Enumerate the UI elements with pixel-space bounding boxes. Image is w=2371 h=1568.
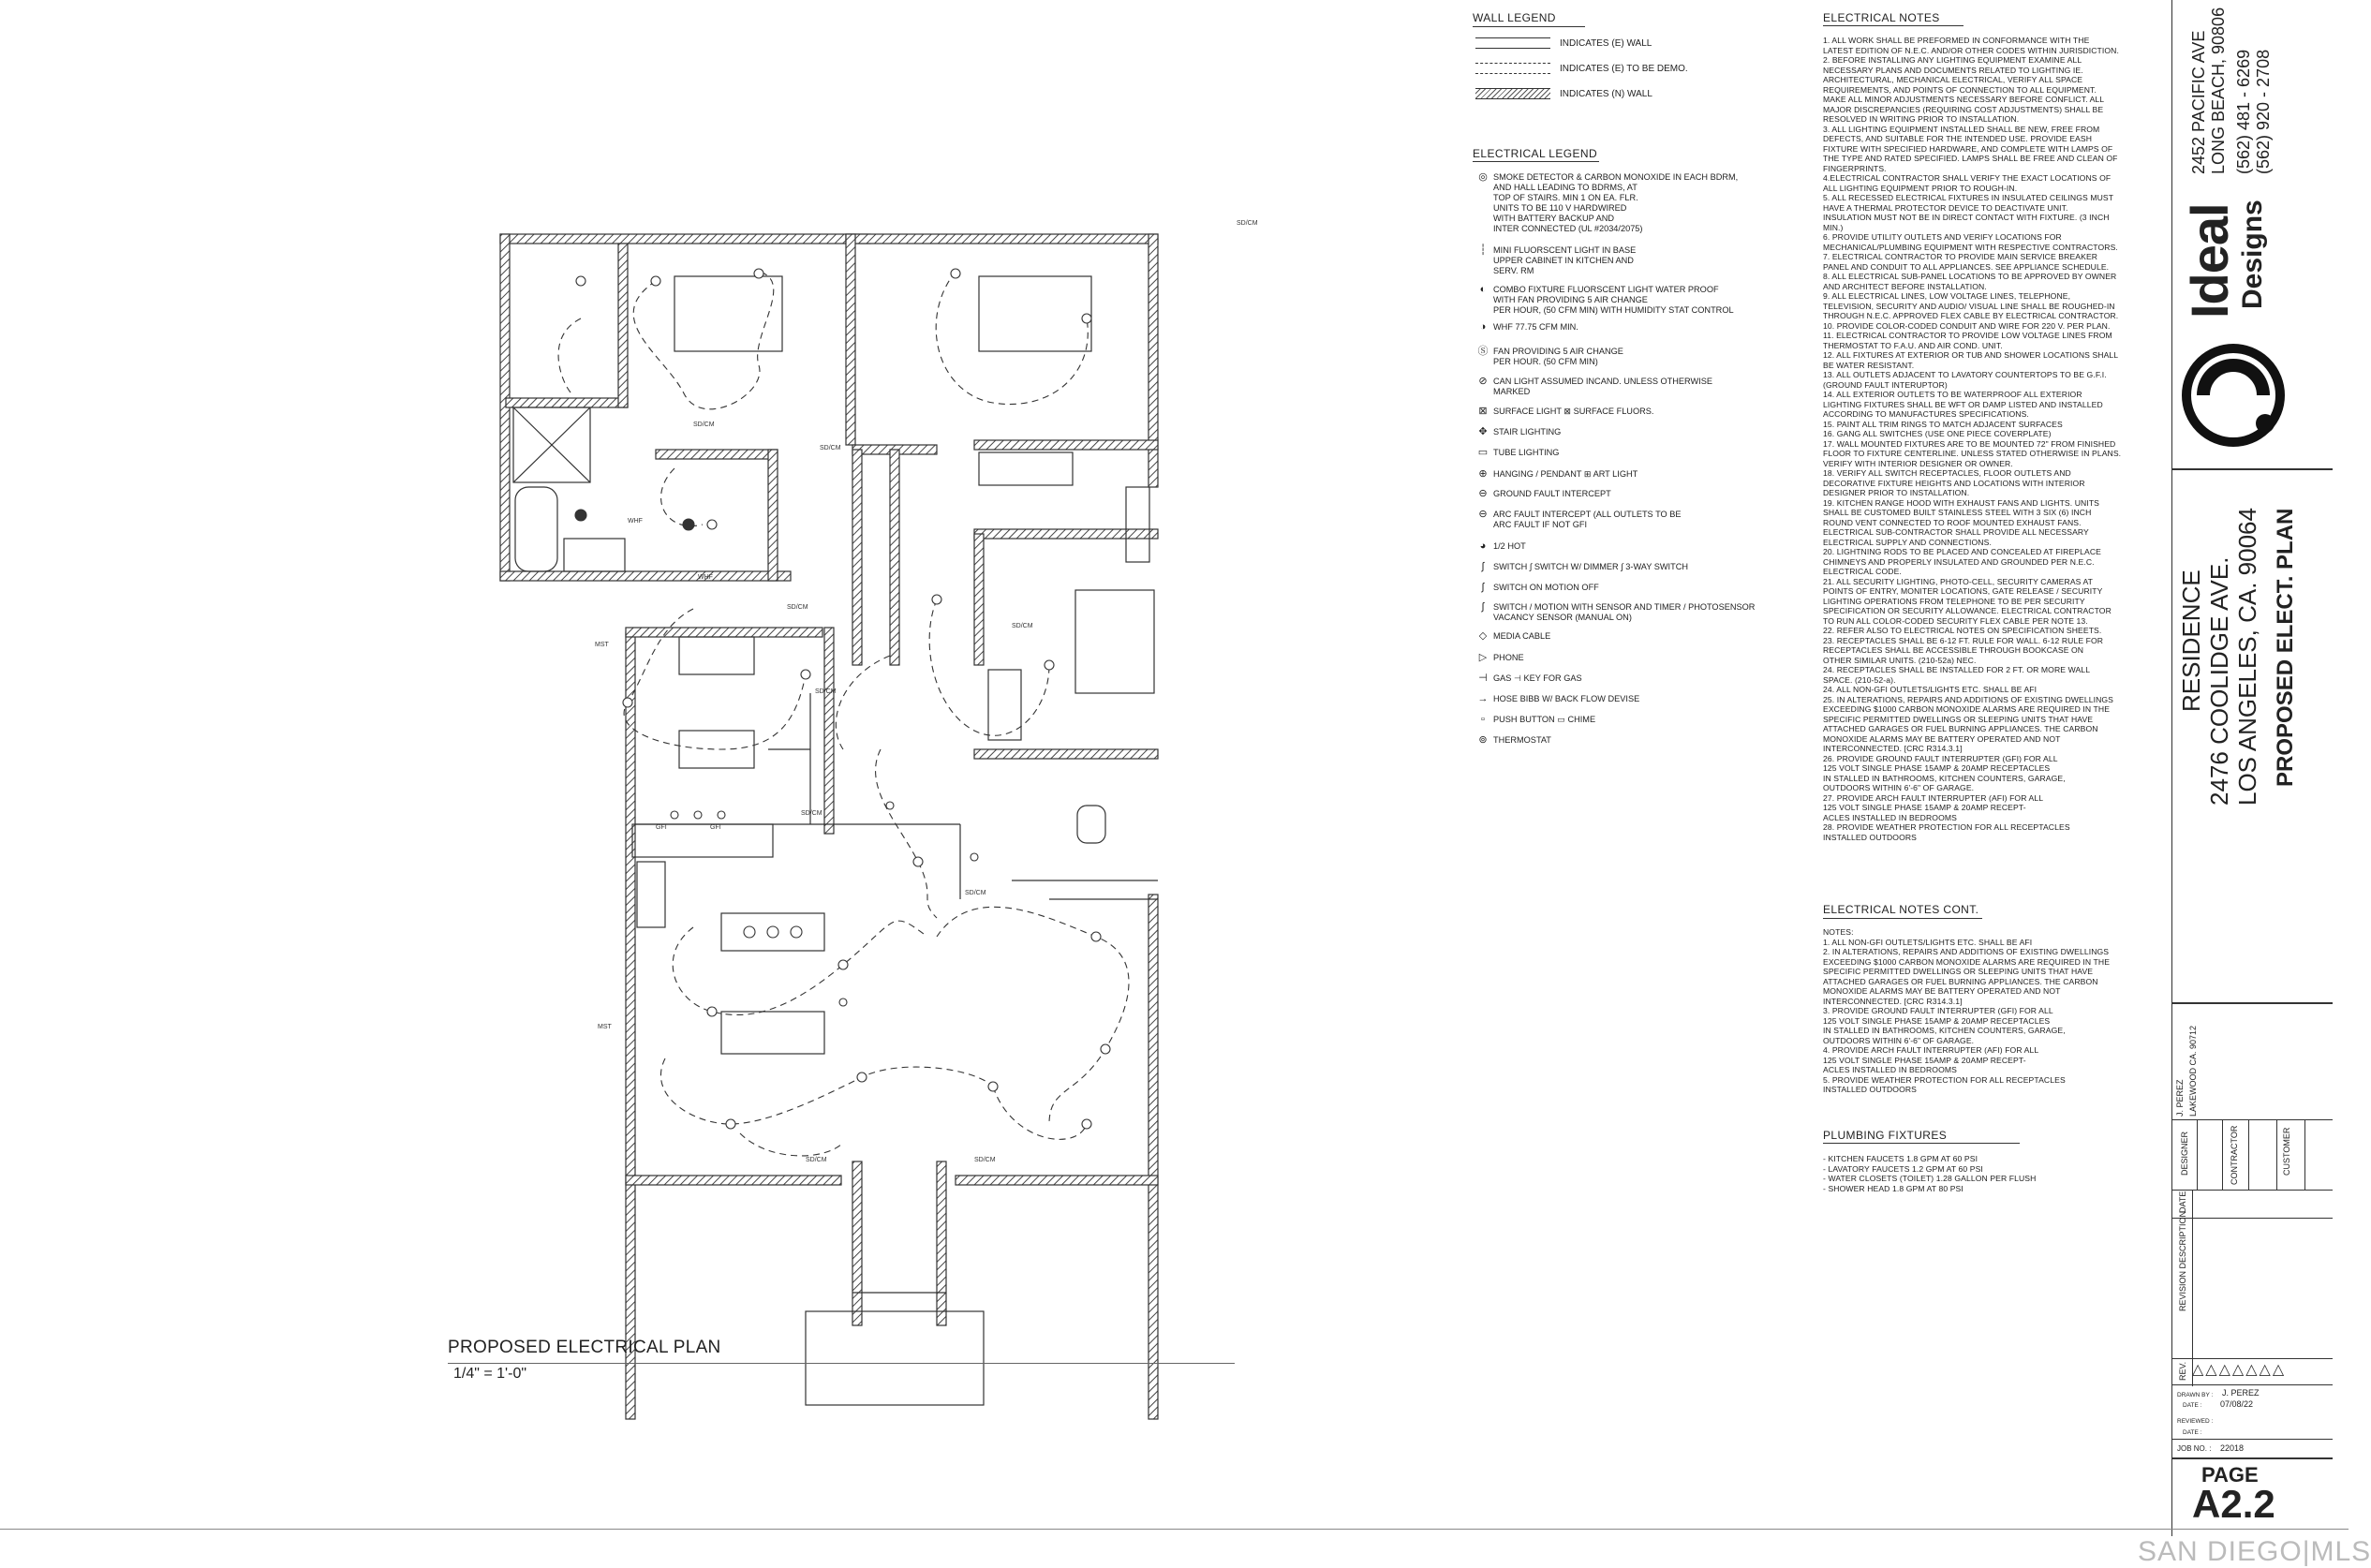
plan-label-sdcm: SD/CM [787, 604, 808, 611]
plan-label-mst: MST [598, 1024, 612, 1030]
legend-text: CAN LIGHT ASSUMED INCAND. UNLESS OTHERWISE MARKED [1493, 377, 1712, 396]
reviewed-label: REVIEWED : [2177, 1418, 2214, 1425]
revision-label: REVISION DESCRIPTION [2178, 1210, 2187, 1311]
wall-right-lower [1148, 895, 1158, 1419]
page-label: PAGE [2201, 1463, 2259, 1487]
legend-item [1473, 285, 1734, 316]
legend-item [1473, 694, 1639, 704]
bed-3 [1075, 590, 1154, 693]
tub-2 [1126, 487, 1149, 562]
new-wall-icon [1475, 88, 1550, 99]
desk-1 [679, 637, 754, 674]
wall-mid-left [500, 571, 791, 581]
legend-item [1473, 347, 1623, 367]
legend-item [1473, 489, 1611, 499]
tube-lighting-icon: ▭ [1477, 447, 1489, 458]
combo-fixture-icon: ◐ [1479, 284, 1487, 295]
desk-2 [679, 731, 754, 768]
plan-label-sdcm: SD/CM [801, 810, 822, 817]
plan-label-whf: WHF [628, 518, 643, 525]
legend-item [1473, 735, 1551, 746]
legend-text: TUBE LIGHTING [1493, 448, 1560, 457]
plan-label-gfi: GFI [656, 824, 667, 831]
job-no-value: 22018 [2220, 1443, 2245, 1453]
plan-scale: 1/4" = 1'-0" [453, 1366, 527, 1382]
legend-text: WHF 77.75 CFM MIN. [1493, 322, 1578, 332]
wall-legend-item [1475, 37, 1652, 49]
plumbing-fixtures-rule [1823, 1143, 2020, 1144]
gas-icon: ⊣ [1478, 673, 1488, 684]
legend-item [1473, 427, 1561, 437]
afi-icon: ⊖ [1478, 509, 1488, 520]
legend-text: SURFACE LIGHT ⊠ SURFACE FLUORS. [1493, 407, 1654, 416]
wall-mid-upper [846, 234, 855, 445]
reviewed-date-label: DATE : [2183, 1429, 2202, 1436]
wall-legend-rule [1473, 26, 1585, 27]
stair-lighting-icon: ✥ [1478, 426, 1488, 437]
pendant-icon: ⊕ [1478, 468, 1488, 480]
wall-bottom-left [626, 1176, 841, 1185]
toilet [1077, 806, 1105, 843]
legend-item [1473, 469, 1637, 480]
vanity-2 [979, 452, 1073, 485]
can-light-icon: ⊘ [1478, 376, 1488, 387]
plan-label-sdcm: SD/CM [974, 1157, 996, 1163]
electrical-legend-rule [1473, 161, 1599, 162]
legend-text: PHONE [1493, 653, 1524, 662]
legend-item [1473, 322, 1578, 333]
wall-room-11 [824, 628, 834, 834]
firm-phone-1: (562) 481 - 6269 [2234, 49, 2253, 174]
wall-left-lower [626, 632, 635, 1419]
title-block-divider [2171, 468, 2333, 470]
revision-triangles: △△△△△△△ [2192, 1362, 2287, 1378]
legend-text: SWITCH ON MOTION OFF [1493, 583, 1599, 592]
wall-legend-item [1475, 63, 1688, 74]
legend-text: SWITCH / MOTION WITH SENSOR AND TIMER / PHOTOSENSOR VACANCY SENSOR (MANUAL ON) [1493, 602, 1756, 622]
legend-text: THERMOSTAT [1493, 735, 1551, 745]
legend-text: STAIR LIGHTING [1493, 427, 1562, 436]
plan-label-sdcm: SD/CM [815, 688, 837, 695]
plan-title: PROPOSED ELECTRICAL PLAN [448, 1338, 721, 1357]
legend-text: PUSH BUTTON ▭ CHIME [1493, 715, 1596, 724]
legend-item [1473, 673, 1582, 684]
ideal-designs-logo [2175, 337, 2306, 459]
legend-text: SWITCH ∫ SWITCH W/ DIMMER ∫ 3-WAY SWITCH [1493, 562, 1688, 571]
wall-room-7 [656, 450, 778, 459]
rev-label: REV. [2178, 1361, 2187, 1381]
electrical-notes-cont-heading: ELECTRICAL NOTES CONT. [1823, 903, 1979, 916]
electrical-notes-rule [1823, 25, 1963, 26]
legend-item [1473, 562, 1688, 572]
surface-light-icon: ⊠ [1478, 406, 1488, 417]
timer-switch-icon: ∫ [1481, 601, 1485, 613]
legend-item [1473, 245, 1636, 276]
sheet-title: PROPOSED ELECT. PLAN [2273, 508, 2298, 787]
plan-label-gfi: GFI [710, 824, 721, 831]
electrical-notes-heading: ELECTRICAL NOTES [1823, 11, 1940, 24]
project-address-2: LOS ANGELES, CA. 90064 [2233, 508, 2261, 806]
hose-bibb-icon: → [1477, 693, 1489, 704]
plan-label-sdcm: SD/CM [1012, 623, 1033, 629]
legend-item [1473, 583, 1599, 593]
thermostat-icon: ⊚ [1478, 734, 1488, 746]
plan-label-sdcm: SD/CM [1237, 220, 1258, 227]
legend-text: SMOKE DETECTOR & CARBON MONOXIDE IN EACH BDRM, AND HALL LEADING TO BDRMS, AT TOP OF STAIRS. MIN 1 ON EA. FLR. UNITS TO BE 110 V HARDWIRED WITH BATTERY BACKUP AND INTER CONNECTED (UL #2034/2075) [1493, 172, 1739, 233]
wall-legend-label: INDICATES (E) WALL [1560, 37, 1652, 49]
wall-legend-label: INDICATES (N) WALL [1560, 88, 1652, 99]
project-name: RESIDENCE [2177, 570, 2205, 712]
bed-1 [674, 276, 782, 351]
legend-text: MEDIA CABLE [1493, 631, 1551, 641]
desk-3 [988, 670, 1021, 740]
legend-item [1473, 602, 1755, 623]
wall-legend-item [1475, 88, 1652, 99]
fan-icon: Ⓢ [1477, 346, 1489, 357]
sd-cm-icon: ◎ [1478, 171, 1488, 183]
gfi-icon: ⊖ [1478, 488, 1488, 499]
floor-plan-drawing [487, 220, 1258, 1302]
date-label: DATE [2178, 1191, 2187, 1213]
designer-city: LAKEWOOD CA. 90712 [2188, 1025, 2198, 1117]
motion-switch-icon: ∫ [1481, 582, 1485, 593]
plumbing-fixtures-body: - KITCHEN FAUCETS 1.8 GPM AT 60 PSI - LAVATORY FAUCETS 1.2 GPM AT 60 PSI - WATER CLOSETS (TOILET) 1.28 GALLON PER FLUSH - SHOWER HEAD 1.8 GPM AT 80 PSI [1823, 1154, 2037, 1193]
job-no-label: JOB NO. : [2177, 1444, 2212, 1453]
wall-legend-label: INDICATES (E) TO BE DEMO. [1560, 63, 1688, 74]
phone-icon: ▷ [1478, 652, 1488, 663]
legend-text: HOSE BIBB W/ BACK FLOW DEVISE [1493, 694, 1640, 703]
designer-label: DESIGNER [2180, 1131, 2189, 1176]
wall-room-8 [768, 450, 778, 581]
wall-room-10 [890, 450, 899, 665]
bed-2 [979, 276, 1091, 351]
plan-label-mst: MST [595, 642, 609, 648]
plan-label-whf: WHF [698, 574, 713, 581]
switch-icon: ∫ [1481, 561, 1485, 572]
electrical-notes-body: 1. ALL WORK SHALL BE PREFORMED IN CONFORMANCE WITH THE LATEST EDITION OF N.E.C. AND/OR OTHER CODES WITHIN JURISDICTION. 2. BEFORE INSTALLING ANY LIGHTING EQUIPMENT EXAMINE ALL NECESSARY PLANS AND DOCUMENTS RELATED TO LIGHTING IE. ARCHITECTURAL, MECHANICAL ELECTRICAL, VERIFY ALL SPACE REQUIREMENTS, AND POINTS OF CONNECTION TO ALL EQUIPMENT. MAKE ALL MINOR ADJUSTMENTS NECESSARY BEFORE CONFLICT. ALL MAJOR DISCREPANCIES (REQUIRING COST ADJUSTMENTS) SHALL BE RESOLVED IN WRITING PRIOR TO INSTALLATION. 3. ALL LIGHTING EQUIPMENT INSTALLED SHALL BE NEW, FREE FROM DEFECTS, AND SUITABLE FOR THE INTENDED USE. PROVIDE EASH FIXTURE WITH SPECIFIED HARDWARE, AND COMPLETE WITH LAMPS OF THE TYPE AND RATED SPECIFIED. LAMPS SHALL BE FREE AND CLEAN OF FINGERPRINTS. 4.ELECTRICAL CONTRACTOR SHALL VERIFY THE EXACT LOCATIONS OF ALL LIGHTING EQUIPMENT PRIOR TO ROUGH-IN. 5. ALL RECESSED ELECTRICAL FIXTURES IN INSULATED CEILINGS MUST HAVE A THERMAL PROTECTOR DEVICE TO DEACTIVATE UNIT. INSULATION MUST NOT BE IN DIRECT CONTACT WITH FIXTURE. (3 INCH MIN.) 6. PROVIDE UTILITY OUTLETS AND VERIFY LOCATIONS FOR MECHANICAL/PLUMBING EQUIPMENT WITH RESPECTIVE CONTRACTORS. 7. ELECTRICAL CONTRACTOR TO PROVIDE MAIN SERVICE BREAKER PANEL AND CONDUIT TO ALL APPLIANCES. SEE APPLIANCE SCHEDULE. 8. ALL ELECTRICAL SUB-PANEL LOCATIONS TO BE APPROVED BY OWNER AND ARCHITECT BEFORE INSTALLATION. 9. ALL ELECTRICAL LINES, LOW VOLTAGE LINES, TELEPHONE, TELEVISION, SECURITY AND AUDIO/ VISUAL LINE SHALL BE ROUGHED-IN THROUGH N.E.C. APPROVED FLEX CABLE BY ELECTRICAL CONTRACTOR. 10. PROVIDE COLOR-CODED CONDUIT AND WIRE FOR 220 V. PER PLAN. 11. ELECTRICAL CONTRACTOR TO PROVIDE LOW VOLTAGE LINES FROM THERMOSTAT TO F.A.U. AND AIR COND. UNIT. 12. ALL FIXTURES AT EXTERIOR OR TUB AND SHOWER LOCATIONS SHALL BE WATER RESISTANT. 13. ALL OUTLETS ADJACENT TO LAVATORY COUNTERTOPS TO BE G.F.I. (GROUND FAULT INTERUPTOR) 14. ALL EXTERIOR OUTLETS TO BE WATERPROOF ALL EXTERIOR LIGHTING FIXTURES SHALL BE WFT OR DAMP LISTED AND INSTALLED ACCORDING TO MANUFACTURES SPECIFICATIONS. 15. PAINT ALL TRIM RINGS TO MATCH ADJACENT SURFACES 16. GANG ALL SWITCHES (USE ONE PIECE COVERPLATE) 17. WALL MOUNTED FIXTURES ARE TO BE MOUNTED 72" FROM FINISHED FLOOR TO FIXTURE CENTERLINE. UNLESS STATED OTHERWISE IN PLANS. VERIFY WITH INTERIOR DESIGNER OR OWNER. 18. VERIFY ALL SWITCH RECEPTACLES, FLOOR OUTLETS AND DECORATIVE FIXTURE HEIGHTS AND LOCATIONS WITH INTERIOR DESIGNER PRIOR TO INSTALLATION. 19. KITCHEN RANGE HOOD WITH EXHAUST FANS AND LIGHTS. UNITS SHALL BE CUSTOMED BUILT STAINLESS STEEL WITH 3 SIX (6) INCH ROUND VENT CONNECTED TO ROOF MOUNTED EXHAUST FANS. ELECTRICAL SUB-CONTRACTOR SHALL PROVIDE ALL NECESSARY ELECTRICAL SUPPLY AND CONNECTIONS. 20. LIGHTNING RODS TO BE PLACED AND CONCEALED AT FIREPLACE CHIMNEYS AND PROPERLY INSULATED AND GROUNDED PER N.E.C. ELECTRICAL CODE. 21. ALL SECURITY LIGHTING, PHOTO-CELL, SECURITY CAMERAS AT POINTS OF ENTRY, MONITER LOCATIONS, GATE RELEASE / SECURITY LIGHTING OPERATIONS FROM TELEPHONE TO BE PER SECURITY SPECIFICATION OR SECURITY ALLOWANCE. ELECTRICAL CONTRACTOR TO RUN ALL COLOR-CODED SECURITY FLEX CABLE PER NOTE 13. 22. REFER ALSO TO ELECTRICAL NOTES ON SPECIFICATION SHEETS. 23. RECEPTACLES SHALL BE 6-12 FT. RULE FOR WALL. 6-12 RULE FOR RECEPTACLES SHALL BE ACCESSIBLE THROUGH BOOKCASE ON OTHER SIMILAR UNITS. (210-52a) NEC. 24. RECEPTACLES SHALL BE INSTALLED FOR 2 FT. OR MORE WALL SPACE. (210-52-a). 24. ALL NON-GFI OUTLETS/LIGHTS ETC. SHALL BE AFI 25. IN ALTERATIONS, REPAIRS AND ADDITIONS OF EXISTING DWELLINGS EXCEEDING $1000 CARBON MONOXIDE ALARMS ARE REQUIRED IN THE SPECIFIC PERMITTED DWELLINGS OR SLEEPING UNITS THAT HAVE ATTACHED GARAGES OR FUEL BURNING APPLIANCES. THE CARBON MONOXIDE ALARMS MAY BE BATTERY OPERATED AND NOT INTERCONNECTED. [CRC R314.3.1] 26. PROVIDE GROUND FAULT INTERRUPTER (GFI) FOR ALL 125 VOLT SINGLE PHASE 15AMP & 20AMP RECEPTACLES IN STALLED IN BATHROOMS, KITCHEN COUNTERS, GARAGE, OUTDOORS WITHIN 6'-6" OF GARAGE. 27. PROVIDE ARCH FAULT INTERRUPTER (AFI) FOR ALL 125 VOLT SINGLE PHASE 15AMP & 20AMP RECEPT- ACLES INSTALLED IN BEDROOMS 28. PROVIDE WEATHER PROTECTION FOR ALL RECEPTACLES INSTALLED OUTDOORS [1823, 36, 2122, 842]
demo-wall-icon [1475, 63, 1550, 74]
legend-item [1473, 541, 1526, 552]
legend-text: ARC FAULT INTERCEPT (ALL OUTLETS TO BE ARC FAULT IF NOT GFI [1493, 510, 1682, 529]
project-address-1: 2476 COOLIDGE AVE. [2205, 556, 2233, 806]
legend-item [1473, 653, 1524, 663]
title-block-divider [2171, 1190, 2333, 1191]
wall-room-3 [974, 534, 984, 665]
legend-item [1473, 172, 1738, 234]
wall-room-12 [506, 398, 628, 407]
mls-watermark: SAN DIEGO|MLS [2138, 1536, 2371, 1567]
whf-icon: ◑ [1479, 321, 1487, 333]
title-block-divider [2171, 1119, 2333, 1120]
fluorescent-icon: ┆ [1479, 244, 1487, 256]
wall-bottom-right [956, 1176, 1158, 1185]
half-hot-icon: ◕ [1479, 540, 1487, 552]
wall-room-2 [974, 529, 1158, 539]
date-value: 07/08/22 [2220, 1399, 2254, 1409]
legend-item [1473, 631, 1550, 642]
title-block-divider [2171, 1002, 2333, 1004]
legend-text: GAS ⊣ KEY FOR GAS [1493, 673, 1582, 683]
wall-room-5 [974, 440, 1158, 450]
logo-word-designs: Designs [2237, 200, 2268, 309]
wall-room-4 [974, 749, 1158, 759]
wall-room-15 [937, 1161, 946, 1325]
legend-item [1473, 448, 1559, 458]
plan-label-sdcm: SD/CM [965, 890, 986, 896]
legend-item [1473, 510, 1681, 530]
wall-room-1 [626, 628, 822, 637]
legend-text: GROUND FAULT INTERCEPT [1493, 489, 1611, 498]
legend-item [1473, 407, 1653, 417]
electrical-notes-cont-rule [1823, 918, 1982, 919]
dining-table [721, 1012, 824, 1054]
wall-top-left [500, 234, 870, 244]
page-bottom-rule [0, 1529, 2349, 1530]
plan-label-sdcm: SD/CM [806, 1157, 827, 1163]
wall-room-14 [852, 1161, 862, 1325]
electrical-legend-heading: ELECTRICAL LEGEND [1473, 147, 1598, 160]
wall-room-13 [618, 244, 628, 407]
firm-address-line-1: 2452 PACIFIC AVE [2189, 30, 2208, 174]
existing-wall-icon [1475, 37, 1550, 49]
push-button-icon: ▫ [1481, 714, 1485, 725]
plan-title-rule [448, 1363, 1235, 1364]
wall-room-9 [852, 450, 862, 665]
page-number: A2.2 [2192, 1482, 2275, 1526]
vanity-1 [564, 539, 625, 571]
electrical-notes-cont-body: NOTES: 1. ALL NON-GFI OUTLETS/LIGHTS ETC. SHALL BE AFI 2. IN ALTERATIONS, REPAIRS AND ADDITIONS OF EXISTING DWELLINGS EXCEEDING $1000 CARBON MONOXIDE ALARMS ARE REQUIRED IN THE SPECIFIC PERMITTED DWELLINGS OR SLEEPING UNITS THAT HAVE ATTACHED GARAGES OR FUEL BURNING APPLIANCES. THE CARBON MONOXIDE ALARMS MAY BE BATTERY OPERATED AND NOT INTERCONNECTED. [CRC R314.3.1] 3. PROVIDE GROUND FAULT INTERRUPTER (GFI) FOR ALL 125 VOLT SINGLE PHASE 15AMP & 20AMP RECEPTACLES IN STALLED IN BATHROOMS, KITCHEN COUNTERS, GARAGE, OUTDOORS WITHIN 6'-6" OF GARAGE. 4. PROVIDE ARCH FAULT INTERRUPTER (AFI) FOR ALL 125 VOLT SINGLE PHASE 15AMP & 20AMP RECEPT- ACLES INSTALLED IN BEDROOMS 5. PROVIDE WEATHER PROTECTION FOR ALL RECEPTACLES INSTALLED OUTDOORS [1823, 927, 2111, 1094]
legend-item [1473, 377, 1712, 397]
media-cable-icon: ◇ [1478, 630, 1488, 642]
drawn-by-value: J. PEREZ [2222, 1388, 2260, 1398]
legend-item [1473, 715, 1595, 725]
firm-address-line-2: LONG BEACH, 90806 [2209, 7, 2228, 174]
customer-label: CUSTOMER [2282, 1127, 2291, 1176]
date-small-label: DATE : [2183, 1402, 2202, 1409]
contractor-label: CONTRACTOR [2230, 1125, 2239, 1185]
legend-text: HANGING / PENDANT ⊞ ART LIGHT [1493, 469, 1638, 479]
legend-text: COMBO FIXTURE FLUORSCENT LIGHT WATER PROOF WITH FAN PROVIDING 5 AIR CHANGE PER HOUR, (50 CFM MIN) WITH HUMIDITY STAT CONTROL [1493, 285, 1734, 315]
legend-text: FAN PROVIDING 5 AIR CHANGE PER HOUR. (50 CFM MIN) [1493, 347, 1623, 366]
wall-legend-heading: WALL LEGEND [1473, 11, 1556, 24]
legend-text: 1/2 HOT [1493, 541, 1526, 551]
plan-label-sdcm: SD/CM [693, 422, 715, 428]
wall-top-right [846, 234, 1158, 244]
firm-phone-2: (562) 920 - 2708 [2254, 49, 2273, 174]
kitchen-counter [632, 824, 773, 857]
tub-1 [515, 487, 557, 571]
logo-word-ideal: Ideal [2180, 203, 2239, 318]
drawn-by-label: DRAWN BY : [2177, 1392, 2214, 1398]
sink-k [637, 862, 665, 927]
designer-name: J. PEREZ [2175, 1079, 2185, 1117]
legend-text: MINI FLUORSCENT LIGHT IN BASE UPPER CABINET IN KITCHEN AND SERV. RM [1493, 245, 1637, 275]
plan-label-sdcm: SD/CM [820, 445, 841, 451]
plumbing-fixtures-heading: PLUMBING FIXTURES [1823, 1129, 1948, 1142]
